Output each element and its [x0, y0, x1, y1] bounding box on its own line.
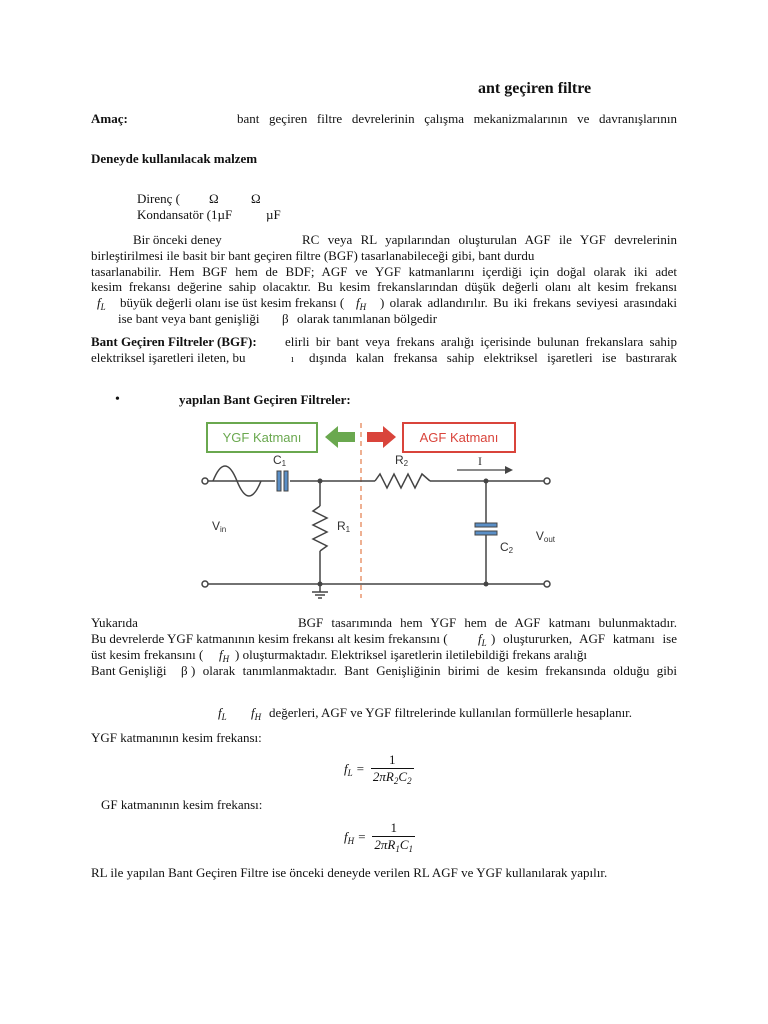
ygf-cutoff-label: YGF katmanının kesim frekansı: [91, 730, 262, 745]
intro-beta: β [282, 311, 289, 326]
input-terminal-bottom [202, 581, 208, 587]
intro-line4: kesim frekansı değerine sahip olacaktır. Bu kesim frekanslarından düşük değerli olanı alt kesim frekansı [91, 279, 677, 294]
intro-line2: birleştirilmesi ile basit bir bant geçiren filtre (BGF) tasarlanabileceği gibi, bant durdu [91, 248, 535, 263]
page-title: ant geçiren filtre [478, 80, 592, 97]
ygf-cutoff-formula: $f_L$ = $\frac{1}{2\pi R_2C_2}$ [344, 752, 412, 786]
bullet-dot: • [115, 392, 120, 407]
material-capacitor: Kondansatör (1µF [137, 207, 233, 222]
para2-line2a: Bu devrelerde YGF katmanının kesim frekansı alt kesim frekansını ( [91, 631, 448, 646]
resistor-r2 [375, 474, 430, 488]
bgf-line1: elirli bir bant veya frekans aralığı içerisinde bulunan frekanslara sahip [285, 334, 677, 349]
intro-line6: ise bant veya bant genişliği [118, 311, 260, 326]
agf-cutoff-label: GF katmanının kesim frekansı: [101, 797, 263, 812]
symbol-fL: $f_L$ [97, 295, 106, 312]
c1-label: C1 [273, 453, 287, 468]
intro-line3: tasarlanabilir. Hem BGF hem de BDF; AGF ve YGF katmanlarını içerdiği için doğal olarak iki adet [91, 264, 677, 279]
agf-cutoff-formula: $f_H$ = $\frac{1}{2\pi R_1C_1}$ [344, 820, 414, 854]
bgf-label: Bant Geçiren Filtreler (BGF): [91, 334, 257, 349]
amac-label: Amaç: [91, 111, 128, 126]
vin-label: Vin [212, 519, 227, 534]
r1-label: R1 [337, 519, 351, 534]
intro-line6b: olarak tanımlanan bölgedir [297, 311, 438, 326]
arrow-right-icon [367, 426, 396, 448]
material-capacitor-unit: µF [266, 207, 281, 222]
para2-line4b: ) olarak tanımlanmaktadır. Bant Genişliğinin birimi de kesim frekansında olduğu gibi [191, 663, 677, 678]
output-terminal-bottom [544, 581, 550, 587]
input-terminal-top [202, 478, 208, 484]
bgf-line2a: elektriksel işaretleri ileten, bu [91, 350, 246, 365]
para2-beta: β [181, 663, 188, 678]
amac-text: bant geçiren filtre devrelerinin çalışma mekanizmalarının ve davranışlarının [237, 111, 677, 126]
intro-line1a: Bir önceki deney [133, 232, 222, 247]
output-terminal-top [544, 478, 550, 484]
closing-text: RL ile yapılan Bant Geçiren Filtre ise önceki deneyde verilen RL AGF ve YGF kullanılarak yapılır. [91, 865, 608, 880]
material-resistor-unit2: Ω [251, 191, 261, 206]
para2-line4a: Bant Genişliği [91, 663, 167, 678]
para2-line3a: üst kesim frekansını ( [91, 647, 204, 662]
para2-line1b: BGF tasarımında hem YGF hem de AGF katmanı bulunmaktadır. [298, 615, 677, 630]
values-symbol-fH: $f_H$ [251, 705, 262, 722]
material-resistor-unit1: Ω [209, 191, 219, 206]
agf-label: AGF Katmanı [419, 430, 499, 445]
materials-heading: Deneyde kullanılacak malzem [91, 151, 258, 166]
current-label: I [478, 454, 482, 468]
intro-line5b: ) olarak adlandırılır. Bu iki frekans seviyesi arasındaki [380, 295, 677, 310]
para2-symbol-fL: $f_L$ [478, 631, 487, 648]
para2-symbol-fH: $f_H$ [219, 647, 230, 664]
para2-line2b: ) oluştururken, AGF katmanı ise [491, 631, 677, 646]
values-line-text: değerleri, AGF ve YGF filtrelerinde kullanılan formüllerle hesaplanır. [269, 705, 633, 720]
symbol-fH: $f_H$ [356, 295, 367, 312]
band-pass-circuit-diagram [195, 418, 560, 608]
bgf-line2-mark: ı [291, 354, 294, 365]
intro-line5a: büyük değerli olanı ise üst kesim frekansı ( [120, 295, 345, 310]
para2-line1a: Yukarıda [91, 615, 138, 630]
resistor-r1 [313, 506, 327, 551]
arrow-left-icon [325, 426, 355, 448]
para2-line3b: ) oluşturmaktadır. Elektriksel işaretlerin iletilebildiği frekans aralığı [235, 647, 587, 662]
r2-label: R2 [395, 453, 409, 468]
capacitor-c2 [475, 523, 497, 527]
intro-line1b: RC veya RL yapılarından oluşturulan AGF ile YGF devrelerinin [302, 232, 677, 247]
bgf-line2b: dışında kalan frekansa sahip elektriksel işaretleri ise bastırarak [309, 350, 677, 365]
c2-label: C2 [500, 540, 514, 555]
values-symbol-fL: $f_L$ [218, 705, 227, 722]
bullet-heading: yapılan Bant Geçiren Filtreler: [179, 392, 351, 407]
ygf-label: YGF Katmanı [222, 430, 302, 445]
material-resistor: Direnç ( [137, 191, 180, 206]
capacitor-c1 [277, 471, 281, 491]
vout-label: Vout [535, 529, 555, 544]
